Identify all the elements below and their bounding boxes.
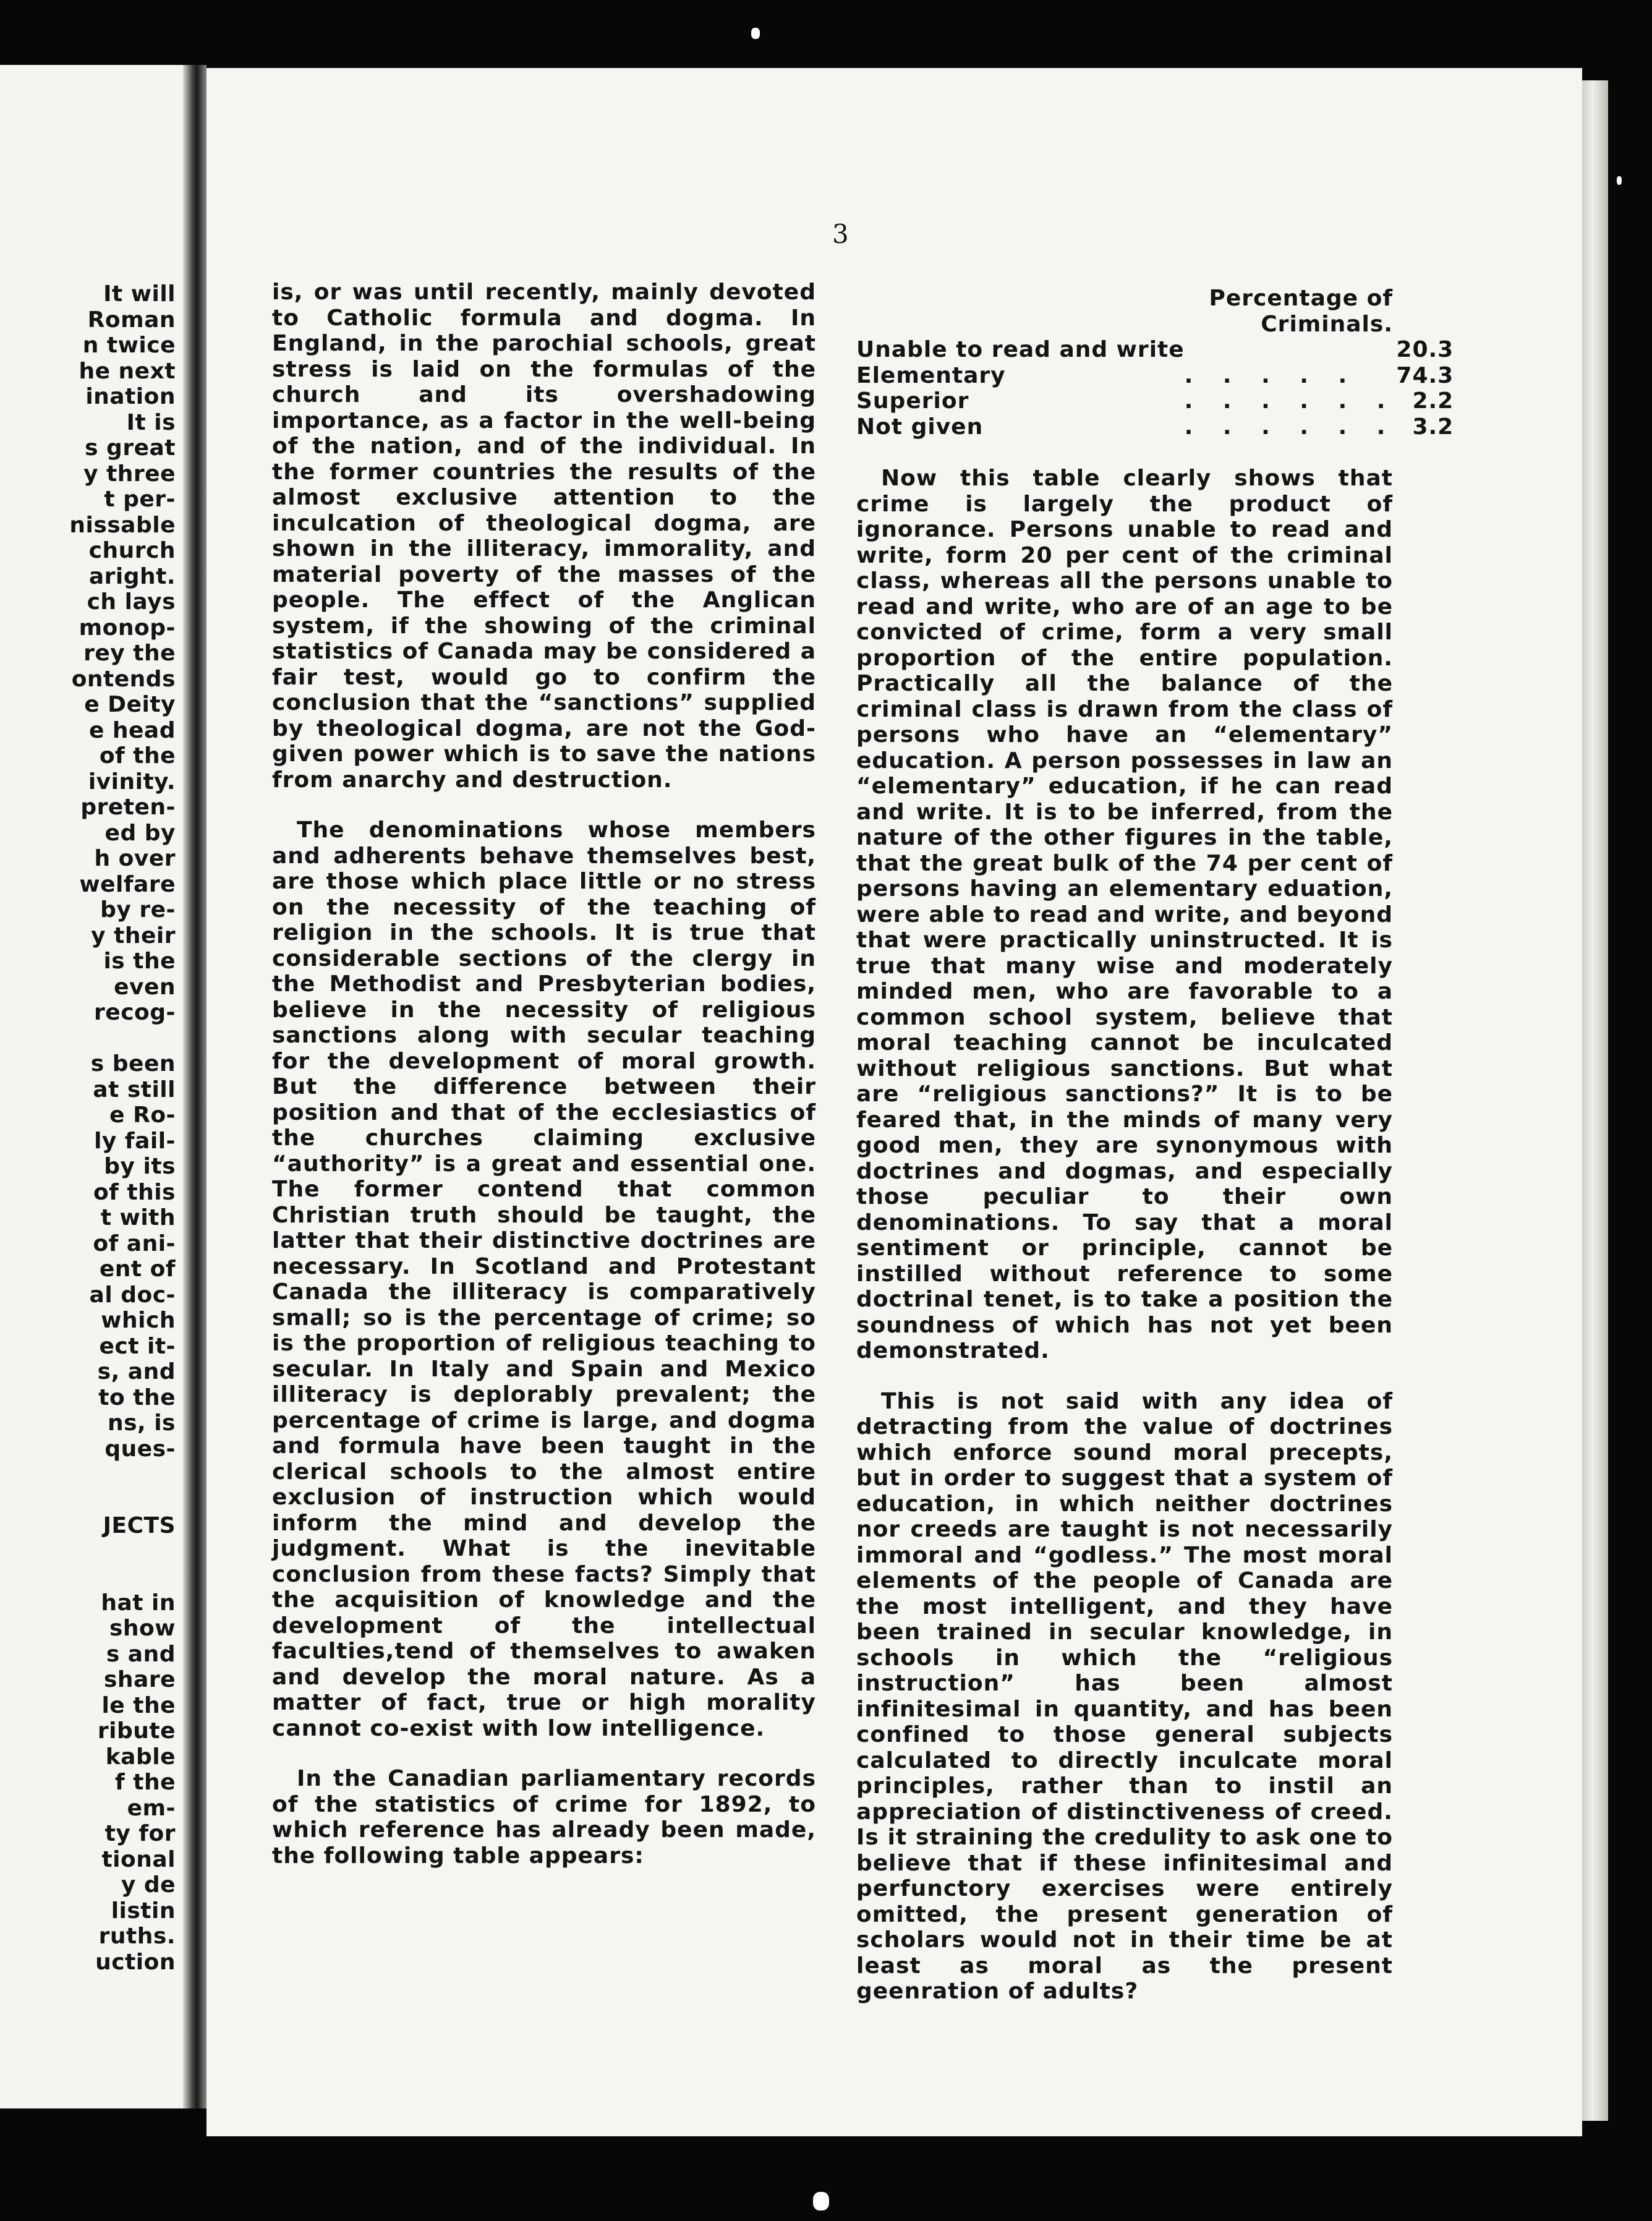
facing-page-line: monop- <box>79 615 176 641</box>
facing-page-line: em- <box>127 1795 176 1821</box>
page-gutter <box>183 65 206 2108</box>
facing-page-line: of the <box>99 743 176 769</box>
facing-page-line: ly fail- <box>94 1128 176 1154</box>
facing-page-text <box>2 281 176 1975</box>
facing-page-line: church <box>88 538 176 563</box>
table-row-leader: . . . . . . <box>1184 388 1397 414</box>
facing-page-line: e head <box>88 717 176 743</box>
facing-page-line: rey the <box>83 641 176 666</box>
crime-statistics-table <box>856 337 1454 440</box>
table-row <box>856 388 1454 414</box>
facing-page-line: n twice <box>82 333 176 358</box>
facing-page-line: ontends <box>71 666 176 692</box>
page-number: 3 <box>832 219 849 249</box>
facing-page-line: It will <box>103 281 176 307</box>
facing-page-line: y three <box>83 461 176 487</box>
facing-page-line: preten- <box>80 795 176 820</box>
table-row <box>856 414 1454 440</box>
table-heading-line-2: Criminals. <box>1261 311 1393 337</box>
right-paragraph-2: This is not said with any idea of detracting from the value of doctrines which enforce sound moral precepts, but in order to suggest that a system of education, in which neither doctrines nor creeds are taught is not necessarily immoral and “godless.” The most moral elements of the people of Canada are the most intelligent, and they have been trained in secular knowledge, in schools in which the “religious instruction” has been almost infinitesimal in quantity, and has been confined to those general subjects calculated to directly inculcate moral principles, rather than to instil an appreciation of distinctiveness of creed. Is it straining the credulity to ask one to believe that if these infinitesimal and perfunctory exercises were entirely omitted, the present generation of scholars would not in their time be at least as moral as the present geenration of adults? <box>856 1388 1393 2004</box>
facing-page-line: of ani- <box>93 1230 176 1256</box>
table-row-value: 2.2 <box>1412 388 1454 414</box>
facing-page-line: JECTS <box>103 1513 176 1538</box>
table-heading-line-1: Percentage of <box>1209 286 1393 311</box>
facing-page-line <box>2 1564 176 1590</box>
facing-page-line: s great <box>85 435 176 461</box>
facing-page-line: welfare <box>79 871 176 897</box>
facing-page-line: nissable <box>69 512 176 538</box>
facing-page-line: ivinity. <box>88 769 176 795</box>
scan-speck <box>813 2192 829 2210</box>
scan-speck <box>1617 176 1622 185</box>
table-row-label: Not given <box>856 414 984 440</box>
facing-page-line: e Deity <box>84 692 176 717</box>
facing-page-line: of this <box>93 1179 176 1205</box>
facing-page-fragment <box>0 65 183 2108</box>
facing-page-line: Roman <box>87 307 176 333</box>
facing-page-line: he next <box>79 358 176 384</box>
facing-page-line: is the <box>103 949 176 974</box>
facing-page-line: h over <box>94 846 176 871</box>
table-row-label: Superior <box>856 388 969 414</box>
facing-page-line: even <box>114 974 176 1000</box>
facing-page-line: listin <box>111 1898 176 1924</box>
facing-page-line: share <box>103 1667 176 1692</box>
table-row <box>856 337 1454 363</box>
facing-page-line: by re- <box>100 897 176 923</box>
facing-page-line: s, and <box>97 1359 176 1384</box>
left-paragraph-2: The denominations whose members and adherents behave themselves best, are those which place little or no stress on the necessity of the teaching of religion in the schools. It is true that considerable sections of the clergy in the Methodist and Presbyterian bodies, believe in the necessity of religious sanctions along with secular teaching for the development of moral growth. But the difference between their position and that of the ecclesiastics of the churches claiming exclusive “authority” is a great and essential one. The former contend that common Christian truth should be taught, the latter that their distinctive doctrines are necessary. In Scotland and Protestant Canada the illiteracy is comparatively small; so is the percentage of crime; so is the proportion of religious teaching to secular. In Italy and Spain and Mexico illiteracy is deplorably prevalent; the percentage of crime is large, and dogma and formula have been taught in the clerical schools to the almost entire exclusion of instruction which would inform the mind and develop the judgment. What is the inevitable conclusion from these facts? Simply that the acquisition of knowledge and the development of the intellectual faculties,tend of themselves to awaken and develop the moral nature. As a matter of fact, true or high morality cannot co-exist with low intelligence. <box>272 817 816 1741</box>
left-paragraph-1: is, or was until recently, mainly devoted to Catholic formula and dogma. In England, in the parochial schools, great stress is laid on the formulas of the church and its overshadowing importance, as a factor in the well-being of the nation, and of the individual. In the former countries the results of the almost exclusive attention to the inculcation of theological dogma, are shown in the illiteracy, immorality, and material poverty of the masses of the people. The effect of the Anglican system, if the showing of the criminal statistics of Canada may be considered a fair test, would go to confirm the conclusion that the “sanctions” supplied by theological dogma, are not the God-given power which is to save the nations from anarchy and destruction. <box>272 279 816 793</box>
facing-page-line: t with <box>100 1205 176 1230</box>
facing-page-line: which <box>101 1308 176 1333</box>
facing-page-line <box>2 1026 176 1052</box>
right-text-column <box>856 286 1454 2005</box>
facing-page-line: uction <box>95 1949 176 1975</box>
facing-page-line: t per- <box>104 487 176 512</box>
facing-page-line: ty for <box>104 1821 176 1846</box>
facing-page-line: tional <box>101 1846 176 1872</box>
facing-page-line: kable <box>105 1744 176 1770</box>
table-heading <box>856 286 1393 337</box>
facing-page-line: to the <box>98 1384 176 1410</box>
table-row-label: Elementary <box>856 362 1006 388</box>
facing-page-line: ruths. <box>98 1924 176 1949</box>
table-row-value: 3.2 <box>1412 414 1454 440</box>
facing-page-line <box>2 1539 176 1565</box>
facing-page-line: s been <box>90 1051 176 1076</box>
table-row-label: Unable to read and write <box>856 337 1185 362</box>
facing-page-line: y their <box>91 923 176 949</box>
facing-page-line: ques- <box>104 1436 176 1462</box>
left-text-column <box>272 279 816 1869</box>
table-row-value: 20.3 <box>1396 337 1454 362</box>
facing-page-line: It is <box>126 409 176 435</box>
facing-page-line: s and <box>106 1641 176 1667</box>
facing-page-line <box>2 1462 176 1488</box>
scan-speck <box>751 28 760 39</box>
facing-page-line: ns, is <box>107 1410 176 1436</box>
facing-page-line: ch lays <box>87 589 176 615</box>
page-edge <box>1582 80 1608 2121</box>
facing-page-line: show <box>109 1616 176 1641</box>
facing-page-line: ent of <box>99 1256 176 1282</box>
facing-page-line: at still <box>93 1076 176 1102</box>
facing-page-line <box>2 1488 176 1514</box>
facing-page-line: ed by <box>104 820 176 846</box>
table-row-leader: . . . . . . <box>1184 414 1397 440</box>
facing-page-line: f the <box>115 1770 176 1795</box>
facing-page-line: by its <box>104 1154 176 1179</box>
table-row <box>856 363 1454 389</box>
facing-page-line: le the <box>101 1692 176 1718</box>
facing-page-line: ination <box>85 384 176 409</box>
facing-page-line: y de <box>121 1872 176 1898</box>
facing-page-line: e Ro- <box>109 1102 176 1128</box>
facing-page-line: al doc- <box>89 1282 176 1308</box>
facing-page-line: ect it- <box>99 1333 176 1359</box>
table-row-value: 74.3 <box>1396 362 1454 388</box>
table-row-leader <box>1185 337 1397 363</box>
facing-page-line: ribute <box>97 1718 176 1744</box>
facing-page-line: hat in <box>101 1590 176 1616</box>
facing-page-line: recog- <box>94 1000 176 1025</box>
facing-page-line: aright. <box>88 563 176 589</box>
table-row-leader: . . . . . <box>1184 362 1358 388</box>
left-paragraph-3: In the Canadian parliamentary records of the statistics of crime for 1892, to which reference has already been made, the following table appears: <box>272 1766 816 1869</box>
right-paragraph-1: Now this table clearly shows that crime is largely the product of ignorance. Persons unable to read and write, form 20 per cent of the criminal class, whereas all the persons unable to read and write, who are of an age to be convicted of crime, form a very small proportion of the entire population. Practically all the balance of the criminal class is drawn from the class of persons who have an “elementary” education. A person possesses in law an “elementary” education, if he can read and write. It is to be inferred, from the nature of the other figures in the table, that the great bulk of the 74 per cent of persons having an elementary eduation, were able to read and write, and beyond that were practically uninstructed. It is true that many wise and moderately minded men, who are favorable to a common school system, believe that moral teaching cannot be inculcated without religious sanctions. But what are “religious sanctions?” It is to be feared that, in the minds of many very good men, they are synonymous with doctrines and dogmas, and especially those peculiar to their own denominations. To say that a moral sentiment or principle, cannot be instilled without reference to some doctrinal tenet, is to take a position the soundness of which has not yet been demonstrated. <box>856 466 1393 1363</box>
